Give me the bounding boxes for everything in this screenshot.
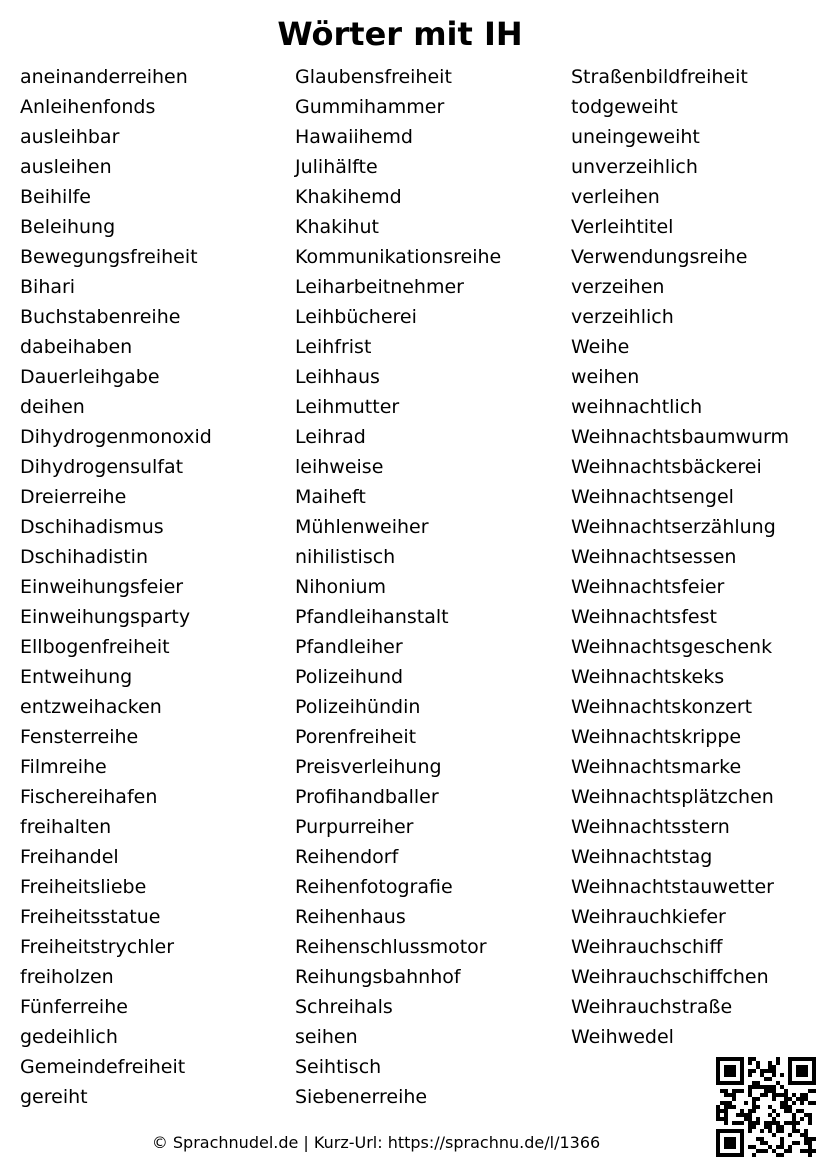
word-item: Weihnachtsbäckerei	[571, 456, 762, 478]
word-item: Gummihammer	[295, 96, 445, 118]
word-item: Leihbücherei	[295, 306, 417, 328]
word-item: Freiheitstrychler	[20, 936, 175, 958]
word-column-2	[295, 62, 501, 1112]
word-item: Entweihung	[20, 666, 133, 688]
word-item: Weihnachtserzählung	[571, 516, 776, 538]
word-item: ausleihen	[20, 156, 112, 178]
word-item: Ellbogenfreiheit	[20, 636, 170, 658]
word-item: Weihrauchschiff	[571, 936, 723, 958]
word-column-1	[20, 62, 212, 1112]
word-item: Hawaiihemd	[295, 126, 413, 148]
word-item: gereiht	[20, 1086, 88, 1108]
word-item: Freiheitsstatue	[20, 906, 161, 928]
word-item: Leihrad	[295, 426, 366, 448]
word-item: Leihhaus	[295, 366, 380, 388]
word-item: Weihnachtskrippe	[571, 726, 742, 748]
word-item: Straßenbildfreiheit	[571, 66, 748, 88]
word-item: Weihnachtsbaumwurm	[571, 426, 790, 448]
word-item: seihen	[295, 1026, 358, 1048]
word-item: dabeihaben	[20, 336, 133, 358]
word-item: Weihnachtsplätzchen	[571, 786, 774, 808]
word-item: Filmreihe	[20, 756, 107, 778]
word-item: Freihandel	[20, 846, 119, 868]
word-item: Buchstabenreihe	[20, 306, 181, 328]
word-item: Pfandleihanstalt	[295, 606, 449, 628]
word-item: Weihwedel	[571, 1026, 674, 1048]
footer-text: © Sprachnudel.de | Kurz-Url: https://sprachnu.de/l/1366	[151, 1133, 601, 1152]
word-item: Porenfreiheit	[295, 726, 417, 748]
word-item: Fischereihafen	[20, 786, 158, 808]
word-item: uneingeweiht	[571, 126, 700, 148]
word-item: aneinanderreihen	[20, 66, 188, 88]
word-item: Einweihungsfeier	[20, 576, 184, 598]
word-item: Fünferreihe	[20, 996, 128, 1018]
word-item: ausleihbar	[20, 126, 120, 148]
word-item: Leihmutter	[295, 396, 400, 418]
word-item: Verleihtitel	[571, 216, 674, 238]
word-item: leihweise	[295, 456, 384, 478]
word-item: Julihälfte	[295, 156, 378, 178]
word-item: Seihtisch	[295, 1056, 382, 1078]
word-item: Weihnachtsmarke	[571, 756, 742, 778]
word-item: verzeihlich	[571, 306, 674, 328]
word-item: Weihrauchstraße	[571, 996, 733, 1018]
word-item: Weihnachtskeks	[571, 666, 725, 688]
word-item: Nihonium	[295, 576, 387, 598]
word-item: Dschihadismus	[20, 516, 164, 538]
word-item: Beleihung	[20, 216, 116, 238]
word-item: Weihnachtstauwetter	[571, 876, 774, 898]
word-item: Bihari	[20, 276, 76, 298]
word-item: Purpurreiher	[295, 816, 414, 838]
word-item: Anleihenfonds	[20, 96, 156, 118]
word-item: Dihydrogensulfat	[20, 456, 184, 478]
word-item: verleihen	[571, 186, 660, 208]
word-item: Polizeihündin	[295, 696, 421, 718]
word-item: Reihenschlussmotor	[295, 936, 487, 958]
qr-code-icon	[716, 1057, 816, 1157]
word-item: Weihrauchschiffchen	[571, 966, 769, 988]
word-item: Fensterreihe	[20, 726, 139, 748]
word-item: Dauerleihgabe	[20, 366, 160, 388]
word-item: Weihnachtskonzert	[571, 696, 753, 718]
word-item: Einweihungsparty	[20, 606, 191, 628]
word-item: gedeihlich	[20, 1026, 118, 1048]
word-item: Weihnachtsfeier	[571, 576, 725, 598]
word-item: Mühlenweiher	[295, 516, 429, 538]
word-item: Dreierreihe	[20, 486, 127, 508]
word-item: Reihenfotografie	[295, 876, 453, 898]
word-item: Reihendorf	[295, 846, 399, 868]
word-item: Dihydrogenmonoxid	[20, 426, 212, 448]
word-item: deihen	[20, 396, 85, 418]
word-item: Preisverleihung	[295, 756, 442, 778]
page-title: Wörter mit IH	[277, 15, 523, 53]
word-item: todgeweiht	[571, 96, 678, 118]
word-item: Dschihadistin	[20, 546, 148, 568]
word-item: Beihilfe	[20, 186, 91, 208]
word-item: nihilistisch	[295, 546, 396, 568]
word-item: Weihnachtsgeschenk	[571, 636, 773, 658]
word-item: weihnachtlich	[571, 396, 703, 418]
word-item: entzweihacken	[20, 696, 162, 718]
word-item: Pfandleiher	[295, 636, 403, 658]
word-item: Weihnachtsfest	[571, 606, 717, 628]
word-column-3	[571, 62, 789, 1052]
word-item: Bewegungsfreiheit	[20, 246, 198, 268]
word-item: Profihandballer	[295, 786, 439, 808]
word-item: Leihfrist	[295, 336, 372, 358]
word-item: Maiheft	[295, 486, 366, 508]
word-item: Siebenerreihe	[295, 1086, 428, 1108]
word-item: Weihnachtsengel	[571, 486, 734, 508]
word-item: Schreihals	[295, 996, 393, 1018]
word-item: Weihe	[571, 336, 630, 358]
word-item: freihalten	[20, 816, 112, 838]
word-item: Weihnachtsstern	[571, 816, 730, 838]
word-item: Reihenhaus	[295, 906, 406, 928]
word-item: Gemeindefreiheit	[20, 1056, 186, 1078]
word-item: Reihungsbahnhof	[295, 966, 461, 988]
word-item: Polizeihund	[295, 666, 404, 688]
word-item: Khakihemd	[295, 186, 402, 208]
word-item: Freiheitsliebe	[20, 876, 147, 898]
word-item: Weihrauchkiefer	[571, 906, 726, 928]
word-item: Kommunikationsreihe	[295, 246, 502, 268]
word-item: weihen	[571, 366, 640, 388]
word-item: Weihnachtstag	[571, 846, 713, 868]
word-item: Leiharbeitnehmer	[295, 276, 464, 298]
word-item: unverzeihlich	[571, 156, 698, 178]
word-item: Verwendungsreihe	[571, 246, 748, 268]
word-item: Khakihut	[295, 216, 379, 238]
word-item: Weihnachtsessen	[571, 546, 737, 568]
word-item: verzeihen	[571, 276, 665, 298]
word-item: freiholzen	[20, 966, 114, 988]
word-item: Glaubensfreiheit	[295, 66, 452, 88]
